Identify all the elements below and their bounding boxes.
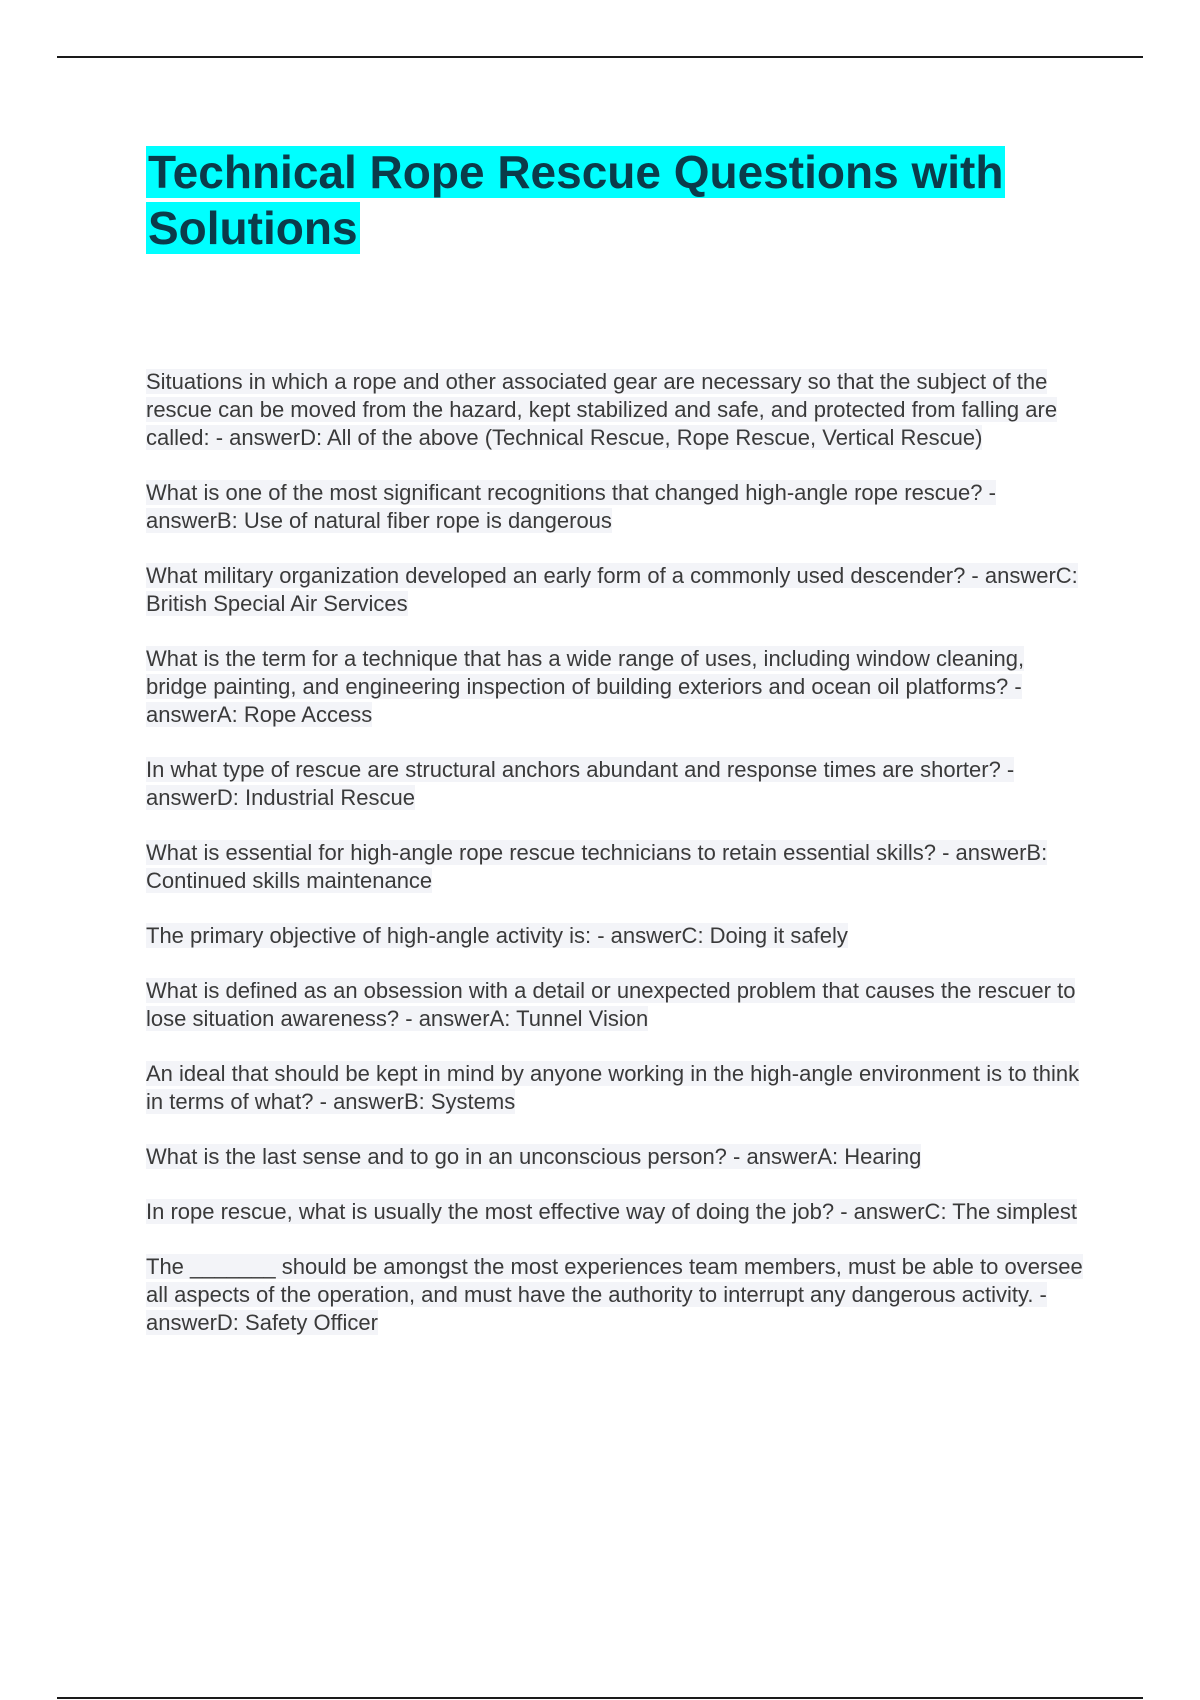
qa-list: [146, 368, 1091, 1364]
qa-item: What is essential for high-angle rope rescue technicians to retain essential skills? - answerB: Continued skills maintenance: [146, 840, 1048, 893]
qa-item: What is defined as an obsession with a detail or unexpected problem that causes the rescuer to lose situation awareness? - answerA: Tunnel Vision: [146, 978, 1076, 1031]
qa-item: Situations in which a rope and other associated gear are necessary so that the subject of the rescue can be moved from the hazard, kept stabilized and safe, and protected from falling are called: - answerD: All of the above (Technical Rescue, Rope Rescue, Vertical Rescue): [146, 369, 1058, 450]
top-rule: [57, 56, 1143, 58]
qa-item: What is the last sense and to go in an unconscious person? - answerA: Hearing: [146, 1144, 922, 1169]
bottom-rule: [57, 1697, 1143, 1699]
qa-item: The primary objective of high-angle activity is: - answerC: Doing it safely: [146, 923, 848, 948]
title-highlight: Technical Rope Rescue Questions with Solutions: [148, 146, 1004, 254]
qa-item: What is the term for a technique that has a wide range of uses, including window cleaning, bridge painting, and engineering inspection of building exteriors and ocean oil platforms? - answerA: Rope Access: [146, 646, 1025, 727]
qa-item: In rope rescue, what is usually the most effective way of doing the job? - answerC: The simplest: [146, 1199, 1077, 1224]
qa-item: What is one of the most significant recognitions that changed high-angle rope rescue? - answerB: Use of natural fiber rope is dangerous: [146, 480, 996, 533]
qa-item: The _______ should be amongst the most experiences team members, must be able to oversee all aspects of the operation, and must have the authority to interrupt any dangerous activity. - answerD: Safety Officer: [146, 1254, 1083, 1335]
qa-item: An ideal that should be kept in mind by anyone working in the high-angle environment is to think in terms of what? - answerB: Systems: [146, 1061, 1080, 1114]
qa-item: What military organization developed an early form of a commonly used descender? - answerC: British Special Air Services: [146, 563, 1078, 616]
qa-item: In what type of rescue are structural anchors abundant and response times are shorter? - answerD: Industrial Rescue: [146, 757, 1015, 810]
page-title: [146, 144, 1086, 256]
